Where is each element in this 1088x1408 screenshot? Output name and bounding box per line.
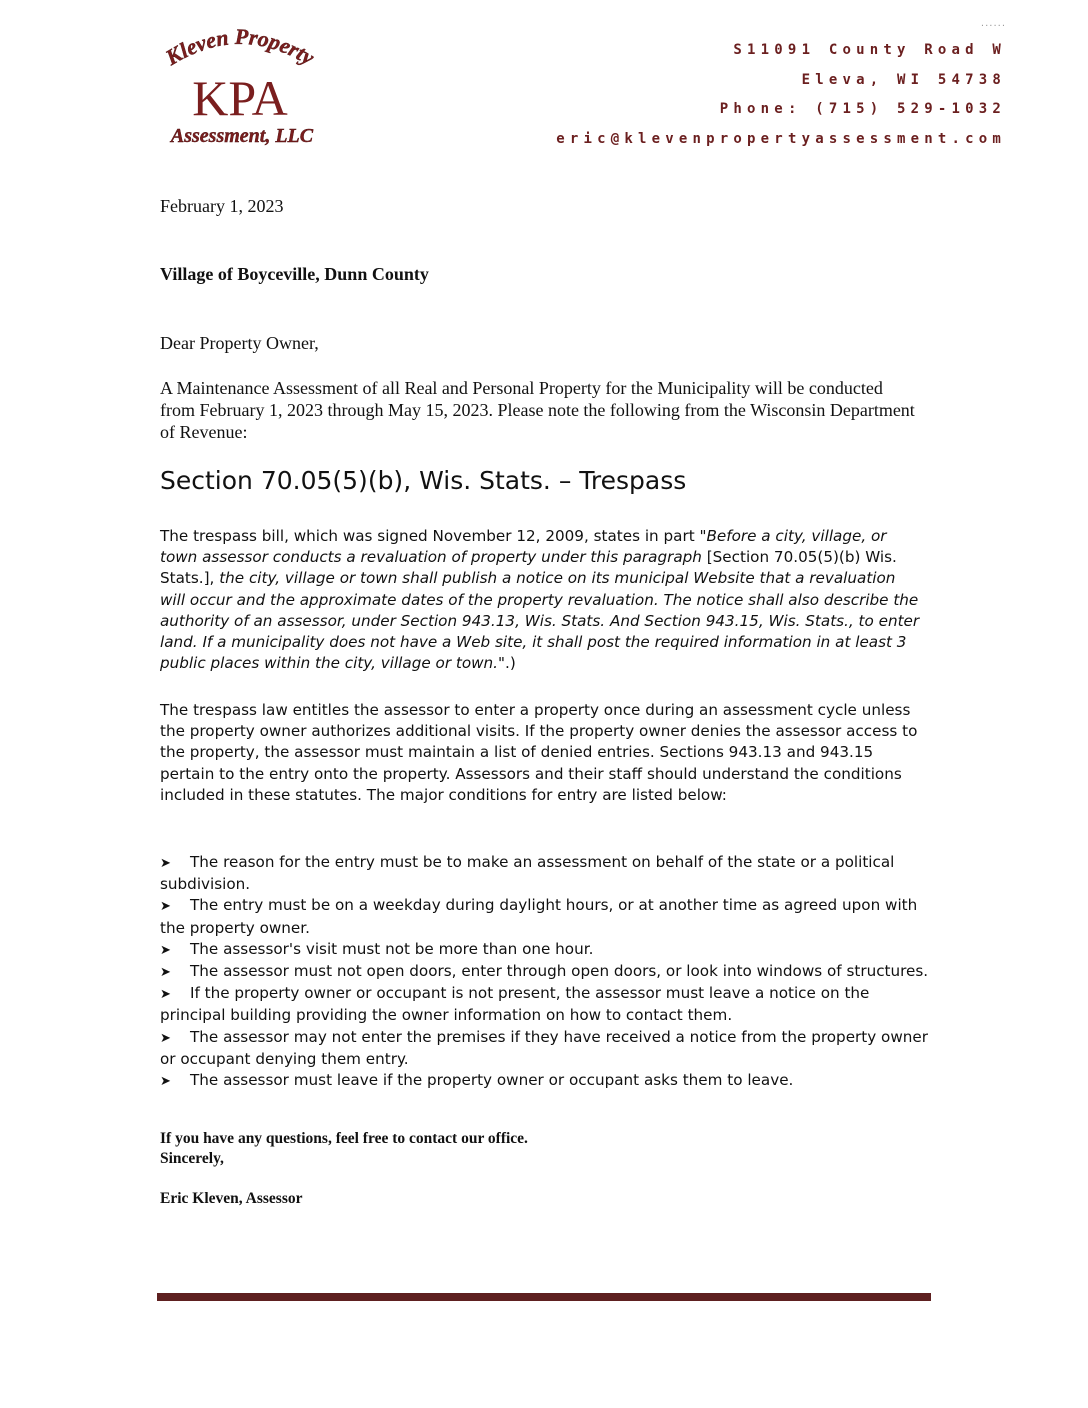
address-line-2: Eleva, WI 54738 (801, 71, 1006, 88)
phone-number: Phone: (715) 529-1032 (719, 101, 1006, 117)
arrow-bullet-icon: ➤ (160, 987, 171, 1003)
list-item: ➤ The assessor must not open doors, enter through open doors, or look into windows of structures. (160, 961, 930, 983)
footer-rule (157, 1293, 931, 1301)
closing-line: If you have any questions, feel free to contact our office. (160, 1130, 528, 1147)
logo-bottom-text: Assessment, LLC (170, 125, 314, 147)
trespass-law-paragraph: The trespass law entitles the assessor to enter a property once during an assessment cycle unless the property owner authorizes additional visits. If the property owner denies the assessor access to the property, the assessor must maintain a list of denied entries. Sections 943.13 and 943.15 pertain to the entry onto the property. Assessors and their staff should understand the conditions included in these statutes. The major conditions for entry are listed below: (160, 701, 918, 804)
closing-block (160, 1129, 528, 1169)
arrow-bullet-icon: ➤ (160, 1074, 171, 1090)
address-block (556, 36, 1006, 154)
list-item: ➤ If the property owner or occupant is not present, the assessor must leave a notice on the principal building providing the owner information on how to contact them. (160, 984, 870, 1025)
header-dots: ...... (980, 18, 1006, 29)
logo-top-text: Kleven Property (161, 23, 319, 70)
arrow-bullet-icon: ➤ (160, 1030, 171, 1046)
conditions-list (160, 852, 930, 1092)
letter-date: February 1, 2023 (160, 196, 284, 216)
trespass-bill-paragraph (160, 526, 925, 674)
signature: Eric Kleven, Assessor (160, 1190, 303, 1207)
arrow-bullet-icon: ➤ (160, 965, 171, 981)
municipality-heading: Village of Boyceville, Dunn County (160, 264, 429, 284)
sincerely: Sincerely, (160, 1150, 224, 1167)
arrow-bullet-icon: ➤ (160, 899, 171, 915)
greeting: Dear Property Owner, (160, 333, 319, 353)
arrow-bullet-icon: ➤ (160, 942, 171, 958)
company-logo (150, 25, 330, 155)
para1-italic-d: the city, village or town shall publish a notice on its municipal Website that a revaluation will occur and the approximate dates of the property revaluation. The notice shall also describe the authority of an assessor, under Section 943.13, Wis. Stats. And Section 943.15, Wis. Stats., to enter land. If a municipality does not have a Web site, it shall post the required information in at least 3 public places within the city, village or town." (160, 569, 920, 673)
para1-text-c: [Section 70.05(5)(b) Wis. Stats.], (160, 548, 897, 588)
list-item: ➤ The reason for the entry must be to make an assessment on behalf of the state or a political subdivision. (160, 853, 895, 894)
address-line-1: S11091 County Road W (733, 42, 1006, 58)
section-heading: Section 70.05(5)(b), Wis. Stats. – Trespass (160, 466, 687, 495)
para1-italic-b: Before a city, village, or town assessor conducts a revaluation of property under this paragraph (160, 527, 887, 567)
list-item: ➤ The assessor may not enter the premises if they have received a notice from the property owner or occupant denying them entry. (160, 1027, 928, 1068)
email-address: eric@klevenpropertyassessment.com (556, 130, 1006, 147)
para1-text-a: The trespass bill, which was signed November 12, 2009, states in part " (160, 527, 707, 545)
arrow-bullet-icon: ➤ (160, 856, 171, 871)
list-item: ➤ The assessor must leave if the property owner or occupant asks them to leave. (160, 1070, 930, 1092)
para1-text-e: .) (505, 654, 516, 673)
intro-paragraph: A Maintenance Assessment of all Real and Personal Property for the Municipality will be conducted from February 1, 2023 through May 15, 2023. Please note the following from the Wisconsin Department of Revenue: (160, 378, 915, 442)
svg-text:Kleven Property (160, 24, 319, 71)
list-item: ➤ The assessor's visit must not be more than one hour. (160, 939, 930, 961)
list-item: ➤ The entry must be on a weekday during daylight hours, or at another time as agreed upon with the property owner. (160, 896, 918, 937)
logo-initials: KPA (192, 70, 288, 126)
